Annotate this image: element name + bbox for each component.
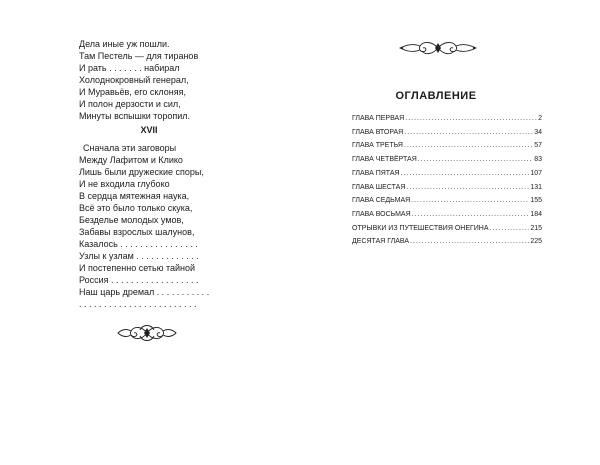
verse-line: В сердца мятежная наука,: [79, 191, 190, 201]
verse-line: Дела иные уж пошли.: [79, 39, 170, 49]
verse-line: . . . . . . . . . . . . . . . . . . . . . . . .: [79, 299, 197, 309]
verse-line: Там Пестель — для тиранов: [79, 51, 199, 61]
toc-entry[interactable]: [352, 112, 542, 126]
verse-line: Россия . . . . . . . . . . . . . . . . . .: [79, 275, 199, 285]
verse-line: Холоднокровный генерал,: [79, 75, 189, 85]
verse-block: [79, 38, 289, 310]
toc-entry[interactable]: [352, 139, 542, 153]
verse-line: И рать . . . . . . . набирал: [79, 63, 180, 73]
verse-line: Между Лафитом и Клико: [79, 155, 183, 165]
toc-entry[interactable]: [352, 153, 542, 167]
ornament-header-icon: [398, 37, 478, 59]
toc-leader-dots: [404, 139, 533, 153]
toc-entry-label: ГЛАВА ВОСЬМАЯ: [352, 210, 411, 218]
toc-entry-page: 34: [534, 128, 542, 136]
toc-entry[interactable]: [352, 235, 542, 249]
toc-entry-label: ГЛАВА ЧЕТВЁРТАЯ: [352, 156, 417, 164]
toc-leader-dots: [405, 112, 537, 126]
toc-entry-label: ОТРЫВКИ ИЗ ПУТЕШЕСТВИЯ ОНЕГИНА: [352, 224, 489, 232]
toc-entry[interactable]: [352, 126, 542, 140]
verse-line: Минуты вспышки торопил.: [79, 111, 190, 121]
verse-line: И Муравьёв, его склоняя,: [79, 87, 186, 97]
toc-entry[interactable]: [352, 208, 542, 222]
verse-line: И не входила глубоко: [79, 179, 170, 189]
verse-line: Узлы к узлам . . . . . . . . . . . . .: [79, 251, 199, 261]
toc-entry-label: ГЛАВА СЕДЬМАЯ: [352, 197, 411, 205]
toc-entry-label: ГЛАВА ШЕСТАЯ: [352, 183, 406, 191]
verse-line: Лишь были дружеские споры,: [79, 167, 204, 177]
toc-leader-dots: [411, 194, 529, 208]
toc-entry-page: 107: [530, 169, 542, 177]
verse-line: Всё это было только скука,: [79, 203, 193, 213]
verse-line: Забавы взрослых шалунов,: [79, 227, 195, 237]
toc-entry[interactable]: [352, 194, 542, 208]
toc-entry-label: ГЛАВА ТРЕТЬЯ: [352, 142, 403, 150]
toc-entry[interactable]: [352, 222, 542, 236]
verse-line: И постепенно сетью тайной: [79, 263, 196, 273]
toc-entry-page: 184: [530, 210, 542, 218]
toc-entry-label: ГЛАВА ПЕРВАЯ: [352, 115, 405, 122]
table-of-contents: [352, 112, 542, 249]
toc-leader-dots: [406, 181, 529, 195]
toc-entry-label: ГЛАВА ПЯТАЯ: [352, 169, 400, 177]
verse-line: Наш царь дремал . . . . . . . . . . .: [79, 287, 210, 297]
toc-entry[interactable]: [352, 167, 542, 181]
verse-line: Безделье молодых умов,: [79, 215, 184, 225]
verse-line: И полон дерзости и сил,: [79, 99, 181, 109]
toc-entry-page: 225: [530, 238, 542, 246]
toc-entry-page: 155: [530, 197, 542, 205]
toc-leader-dots: [490, 222, 530, 236]
toc-entry-label: ГЛАВА ВТОРАЯ: [352, 128, 404, 136]
stanza-number: XVII: [140, 125, 158, 135]
verse-line: Казалось . . . . . . . . . . . . . . . .: [79, 239, 198, 249]
toc-entry-page: 57: [534, 142, 542, 150]
toc-entry-page: 2: [538, 115, 542, 122]
toc-entry-label: ДЕСЯТАЯ ГЛАВА: [352, 238, 409, 246]
toc-leader-dots: [401, 167, 530, 181]
verse-line: Сначала эти заговоры: [83, 143, 177, 153]
toc-entry-page: 215: [530, 224, 542, 232]
toc-entry[interactable]: [352, 181, 542, 195]
toc-leader-dots: [410, 235, 529, 249]
toc-leader-dots: [418, 153, 533, 167]
toc-entry-page: 131: [530, 183, 542, 191]
ornament-divider-icon: [116, 320, 178, 346]
toc-leader-dots: [412, 208, 530, 222]
toc-leader-dots: [404, 126, 533, 140]
toc-entry-page: 83: [534, 156, 542, 164]
toc-title: ОГЛАВЛЕНИЕ: [395, 90, 477, 102]
